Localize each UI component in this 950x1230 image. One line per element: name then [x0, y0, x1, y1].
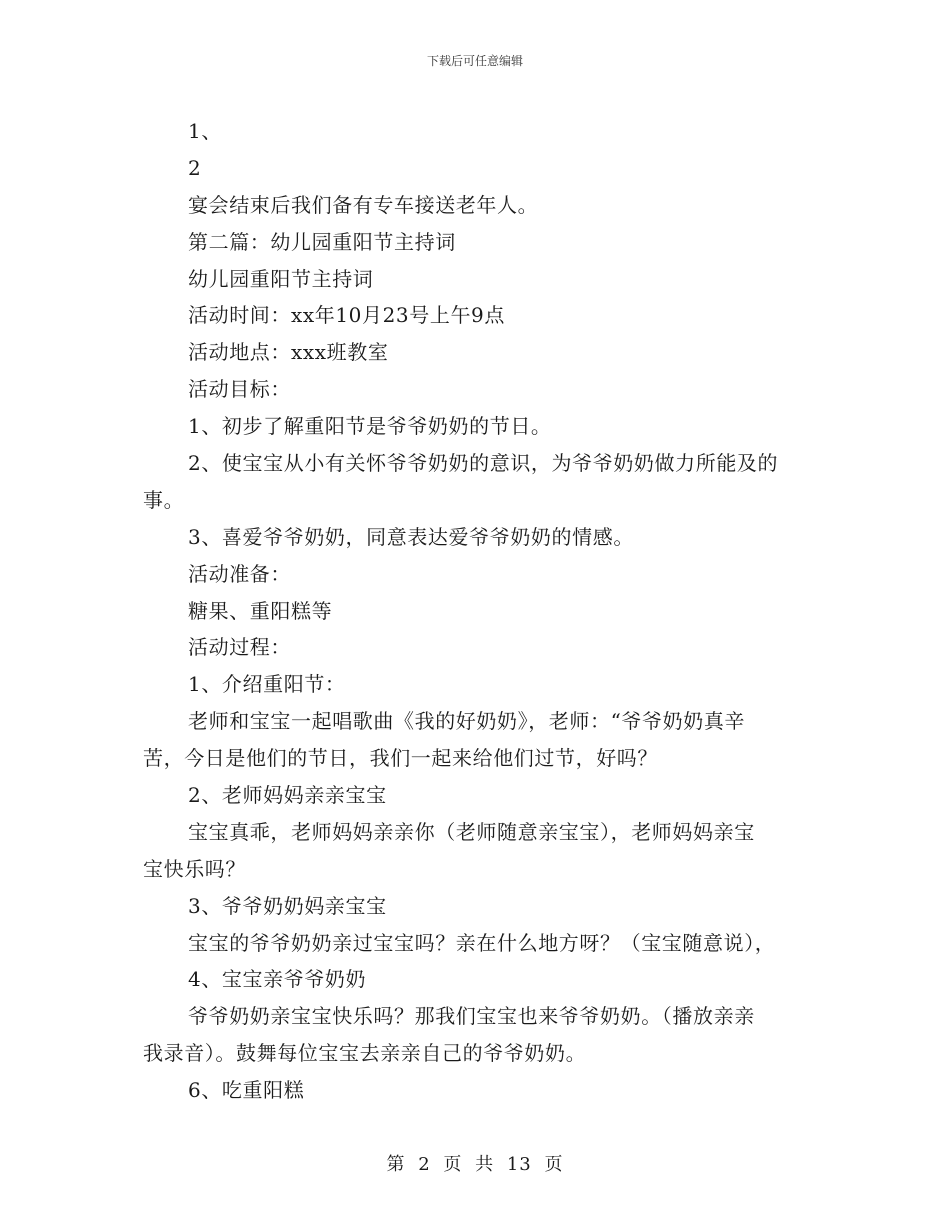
text-line: 宝宝的爷爷奶奶亲过宝宝吗？亲在什么地方呀？（宝宝随意说），	[188, 930, 776, 955]
text-line: 2	[188, 155, 202, 180]
text-line: 4、宝宝亲爷爷奶奶	[188, 967, 367, 992]
text-line: 我录音）。鼓舞每位宝宝去亲亲自己的爷爷奶奶。	[143, 1041, 587, 1066]
text-line: 3、喜爱爷爷奶奶，同意表达爱爷爷奶奶的情感。	[188, 524, 634, 549]
section-title: 幼儿园重阳节主持词	[188, 266, 374, 291]
text-line: 2、老师妈妈亲亲宝宝	[188, 783, 387, 808]
text-line: 1、	[188, 119, 222, 143]
text-line: 6、吃重阳糕	[188, 1078, 305, 1103]
activity-location: 活动地点：xxx班教室	[188, 340, 389, 365]
text-line: 糖果、重阳糕等	[188, 598, 333, 623]
activity-goals-label: 活动目标：	[188, 377, 291, 402]
text-line: 事。	[143, 487, 185, 512]
text-line: 宴会结束后我们备有专车接送老年人。	[188, 192, 539, 217]
text-line: 3、爷爷奶奶妈亲宝宝	[188, 893, 387, 918]
text-line: 老师和宝宝一起唱歌曲《我的好奶奶》，老师：“爷爷奶奶真辛	[188, 709, 746, 734]
document-body	[143, 113, 813, 1109]
text-line: 宝宝真乖，老师妈妈亲亲你（老师随意亲宝宝），老师妈妈亲宝	[188, 819, 755, 844]
page-header-note: 下载后可任意编辑	[426, 54, 523, 68]
page-number-footer: 第 2 页 共 13 页	[386, 1154, 564, 1175]
text-line: 爷爷奶奶亲宝宝快乐吗？那我们宝宝也来爷爷奶奶。（播放亲亲	[188, 1004, 755, 1029]
text-line: 1、初步了解重阳节是爷爷奶奶的节日。	[188, 414, 552, 439]
activity-prep-label: 活动准备：	[188, 561, 291, 586]
activity-process-label: 活动过程：	[188, 635, 291, 660]
text-line: 苦，今日是他们的节日，我们一起来给他们过节，好吗？	[143, 746, 658, 771]
text-line: 1、介绍重阳节：	[188, 672, 346, 697]
activity-time: 活动时间：xx年10月23号上午9点	[188, 303, 505, 328]
text-line: 2、使宝宝从小有关怀爷爷奶奶的意识，为爷爷奶奶做力所能及的	[188, 451, 779, 476]
text-line: 宝快乐吗？	[143, 856, 246, 881]
section-heading: 第二篇：幼儿园重阳节主持词	[188, 229, 456, 254]
